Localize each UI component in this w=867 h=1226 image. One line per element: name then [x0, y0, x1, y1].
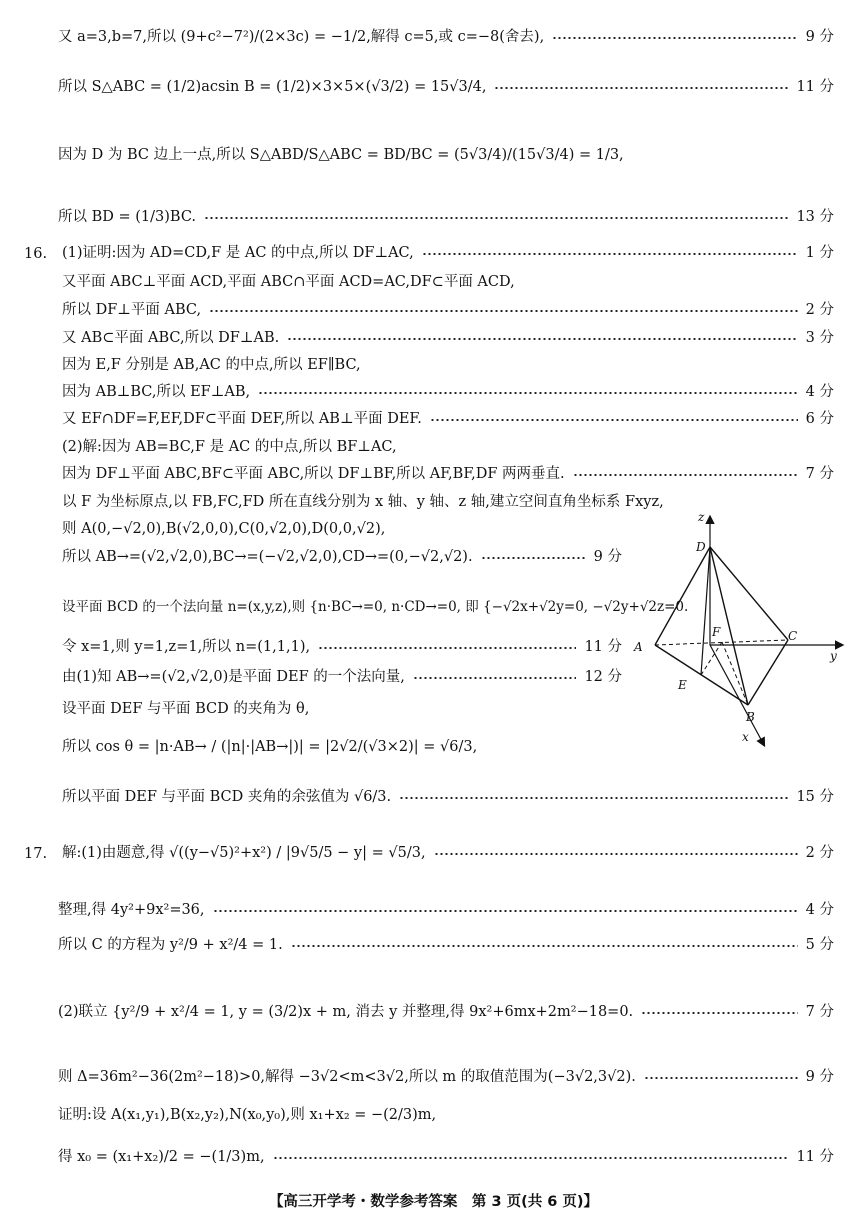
leader-dots [273, 1157, 789, 1159]
label-F: F [712, 625, 721, 639]
score: 5 分 [805, 937, 834, 953]
line-text: 令 x=1,则 y=1,z=1,所以 n=(1,1,1), [62, 639, 311, 655]
leader-dots [422, 253, 798, 255]
solution-line [58, 1005, 834, 1021]
score: 13 分 [796, 209, 834, 225]
score: 2 分 [805, 845, 834, 861]
score: 11 分 [584, 639, 622, 655]
solution-line [58, 938, 834, 954]
solution-line [62, 385, 834, 401]
label-y: y [830, 649, 837, 663]
label-x: x [742, 730, 749, 744]
solution-line [62, 412, 834, 428]
line-text: 所以 BD = (1/3)BC. [58, 209, 197, 225]
solution-line [58, 1150, 834, 1166]
leader-dots [573, 474, 798, 476]
leader-dots [641, 1012, 797, 1014]
line-text: 证明:设 A(x₁,y₁),B(x₂,y₂),N(x₀,y₀),则 x₁+x₂ = −(2/3)m, [58, 1107, 437, 1123]
line-text: 则 A(0,−√2,0),B(√2,0,0),C(0,√2,0),D(0,0,√2), [62, 521, 386, 537]
solution-line [62, 495, 664, 511]
score: 1 分 [805, 245, 834, 261]
solution-line [62, 599, 689, 615]
leader-dots [318, 647, 576, 649]
line-text: 所以 cos θ = |n·AB→ / (|n|·|AB→|)| = |2√2/(√3×2)| = √6/3, [62, 739, 478, 755]
line-text: (2)联立 {y²/9 + x²/4 = 1, y = (3/2)x + m, 消去 y 并整理,得 9x²+6mx+2m²−18=0. [58, 1004, 634, 1020]
solution-line [62, 640, 622, 656]
solution-line [62, 740, 477, 756]
solution-line [62, 702, 309, 718]
line-text: 设平面 BCD 的一个法向量 n=(x,y,z),则 {n·BC→=0, n·CD→=0, 即 {−√2x+√2y=0, −√2y+√2z=0. [62, 599, 689, 615]
solution-line [58, 210, 834, 226]
line-text: 又 a=3,b=7,所以 (9+c²−7²)/(2×3c) = −1/2,解得 c=5,或 c=−8(舍去), [58, 29, 545, 45]
line-text: 因为 E,F 分别是 AB,AC 的中点,所以 EF∥BC, [62, 357, 361, 373]
leader-dots [399, 797, 788, 799]
line-text: 又 AB⊂平面 ABC,所以 DF⊥AB. [62, 330, 280, 346]
leader-dots [213, 910, 798, 912]
label-B: B [746, 710, 755, 724]
leader-dots [430, 419, 798, 421]
line-text: 因为 AB⊥BC,所以 EF⊥AB, [62, 384, 251, 400]
leader-dots [204, 217, 788, 219]
label-z: z [698, 510, 705, 524]
solution-line [62, 440, 397, 456]
line-text: 又平面 ABC⊥平面 ACD,平面 ABC∩平面 ACD=AC,DF⊂平面 ACD, [62, 274, 515, 290]
solution-line [62, 303, 834, 319]
solution-line [58, 1070, 834, 1086]
score: 3 分 [805, 330, 834, 346]
label-D: D [696, 540, 706, 554]
solution-line [62, 846, 834, 862]
line-text: 所以平面 DEF 与平面 BCD 夹角的余弦值为 √6/3. [62, 789, 392, 805]
score: 6 分 [805, 411, 834, 427]
leader-dots [413, 677, 577, 679]
line-text: 以 F 为坐标原点,以 FB,FC,FD 所在直线分别为 x 轴、y 轴、z 轴,建立空间直角坐标系 Fxyz, [62, 494, 664, 510]
score: 7 分 [805, 1004, 834, 1020]
score: 9 分 [593, 549, 622, 565]
solution-line [62, 670, 622, 686]
question-number-17: 17. [24, 846, 48, 862]
edge-DA [655, 547, 710, 645]
line-text: (2)解:因为 AB=BC,F 是 AC 的中点,所以 BF⊥AC, [62, 439, 397, 455]
line-text: 又 EF∩DF=F,EF,DF⊂平面 DEF,所以 AB⊥平面 DEF. [62, 411, 422, 427]
label-E: E [678, 678, 687, 692]
leader-dots [481, 557, 586, 559]
leader-dots [434, 853, 798, 855]
line-text: 所以 DF⊥平面 ABC, [62, 302, 202, 318]
leader-dots [209, 310, 798, 312]
leader-dots [291, 945, 798, 947]
solution-line [58, 30, 834, 46]
line-text: 所以 C 的方程为 y²/9 + x²/4 = 1. [58, 937, 283, 953]
solution-line [62, 331, 834, 347]
solution-line [62, 467, 834, 483]
solution-line [62, 522, 385, 538]
line-text: 因为 D 为 BC 边上一点,所以 S△ABD/S△ABC = BD/BC = (5√3/4)/(15√3/4) = 1/3, [58, 147, 624, 163]
solution-line [62, 275, 515, 291]
solution-line [62, 790, 834, 806]
label-A: A [634, 640, 643, 654]
score: 2 分 [805, 302, 834, 318]
segment-DE [701, 547, 710, 675]
solution-line [62, 550, 622, 566]
page-footer: 【高三开学考・数学参考答案 第 3 页(共 6 页)】 [268, 1194, 599, 1210]
score: 15 分 [796, 789, 834, 805]
line-text: 设平面 DEF 与平面 BCD 的夹角为 θ, [62, 701, 310, 717]
line-text: 所以 AB→=(√2,√2,0),BC→=(−√2,√2,0),CD→=(0,−√2,√2). [62, 549, 473, 565]
leader-dots [494, 87, 788, 89]
line-text: 因为 DF⊥平面 ABC,BF⊂平面 ABC,所以 DF⊥BF,所以 AF,BF,DF 两两垂直. [62, 466, 565, 482]
solution-line [62, 246, 834, 262]
line-text: 则 Δ=36m²−36(2m²−18)>0,解得 −3√2<m<3√2,所以 m 的取值范围为(−3√2,3√2). [58, 1069, 636, 1085]
score: 11 分 [796, 79, 834, 95]
solution-line [58, 80, 834, 96]
score: 11 分 [796, 1149, 834, 1165]
score: 7 分 [805, 466, 834, 482]
leader-dots [552, 37, 797, 39]
score: 4 分 [805, 902, 834, 918]
line-text: 解:(1)由题意,得 √((y−√5)²+x²) / |9√5/5 − y| = √5/3, [62, 845, 426, 861]
solution-line [62, 358, 361, 374]
line-text: 整理,得 4y²+9x²=36, [58, 902, 205, 918]
label-C: C [788, 629, 798, 643]
leader-dots [287, 338, 797, 340]
score: 4 分 [805, 384, 834, 400]
leader-dots [258, 392, 798, 394]
leader-dots [644, 1077, 798, 1079]
score: 12 分 [584, 669, 622, 685]
score: 9 分 [805, 1069, 834, 1085]
solution-line [58, 903, 834, 919]
solution-line [58, 1108, 436, 1124]
edge-BC [748, 640, 788, 705]
pyramid-diagram [630, 505, 850, 750]
score: 9 分 [805, 29, 834, 45]
solution-line [58, 148, 624, 164]
line-text: 得 x₀ = (x₁+x₂)/2 = −(1/3)m, [58, 1149, 265, 1165]
line-text: (1)证明:因为 AD=CD,F 是 AC 的中点,所以 DF⊥AC, [62, 245, 414, 261]
line-text: 由(1)知 AB→=(√2,√2,0)是平面 DEF 的一个法向量, [62, 669, 405, 685]
question-number-16: 16. [24, 246, 48, 262]
line-text: 所以 S△ABC = (1/2)acsin B = (1/2)×3×5×(√3/2) = 15√3/4, [58, 79, 487, 95]
